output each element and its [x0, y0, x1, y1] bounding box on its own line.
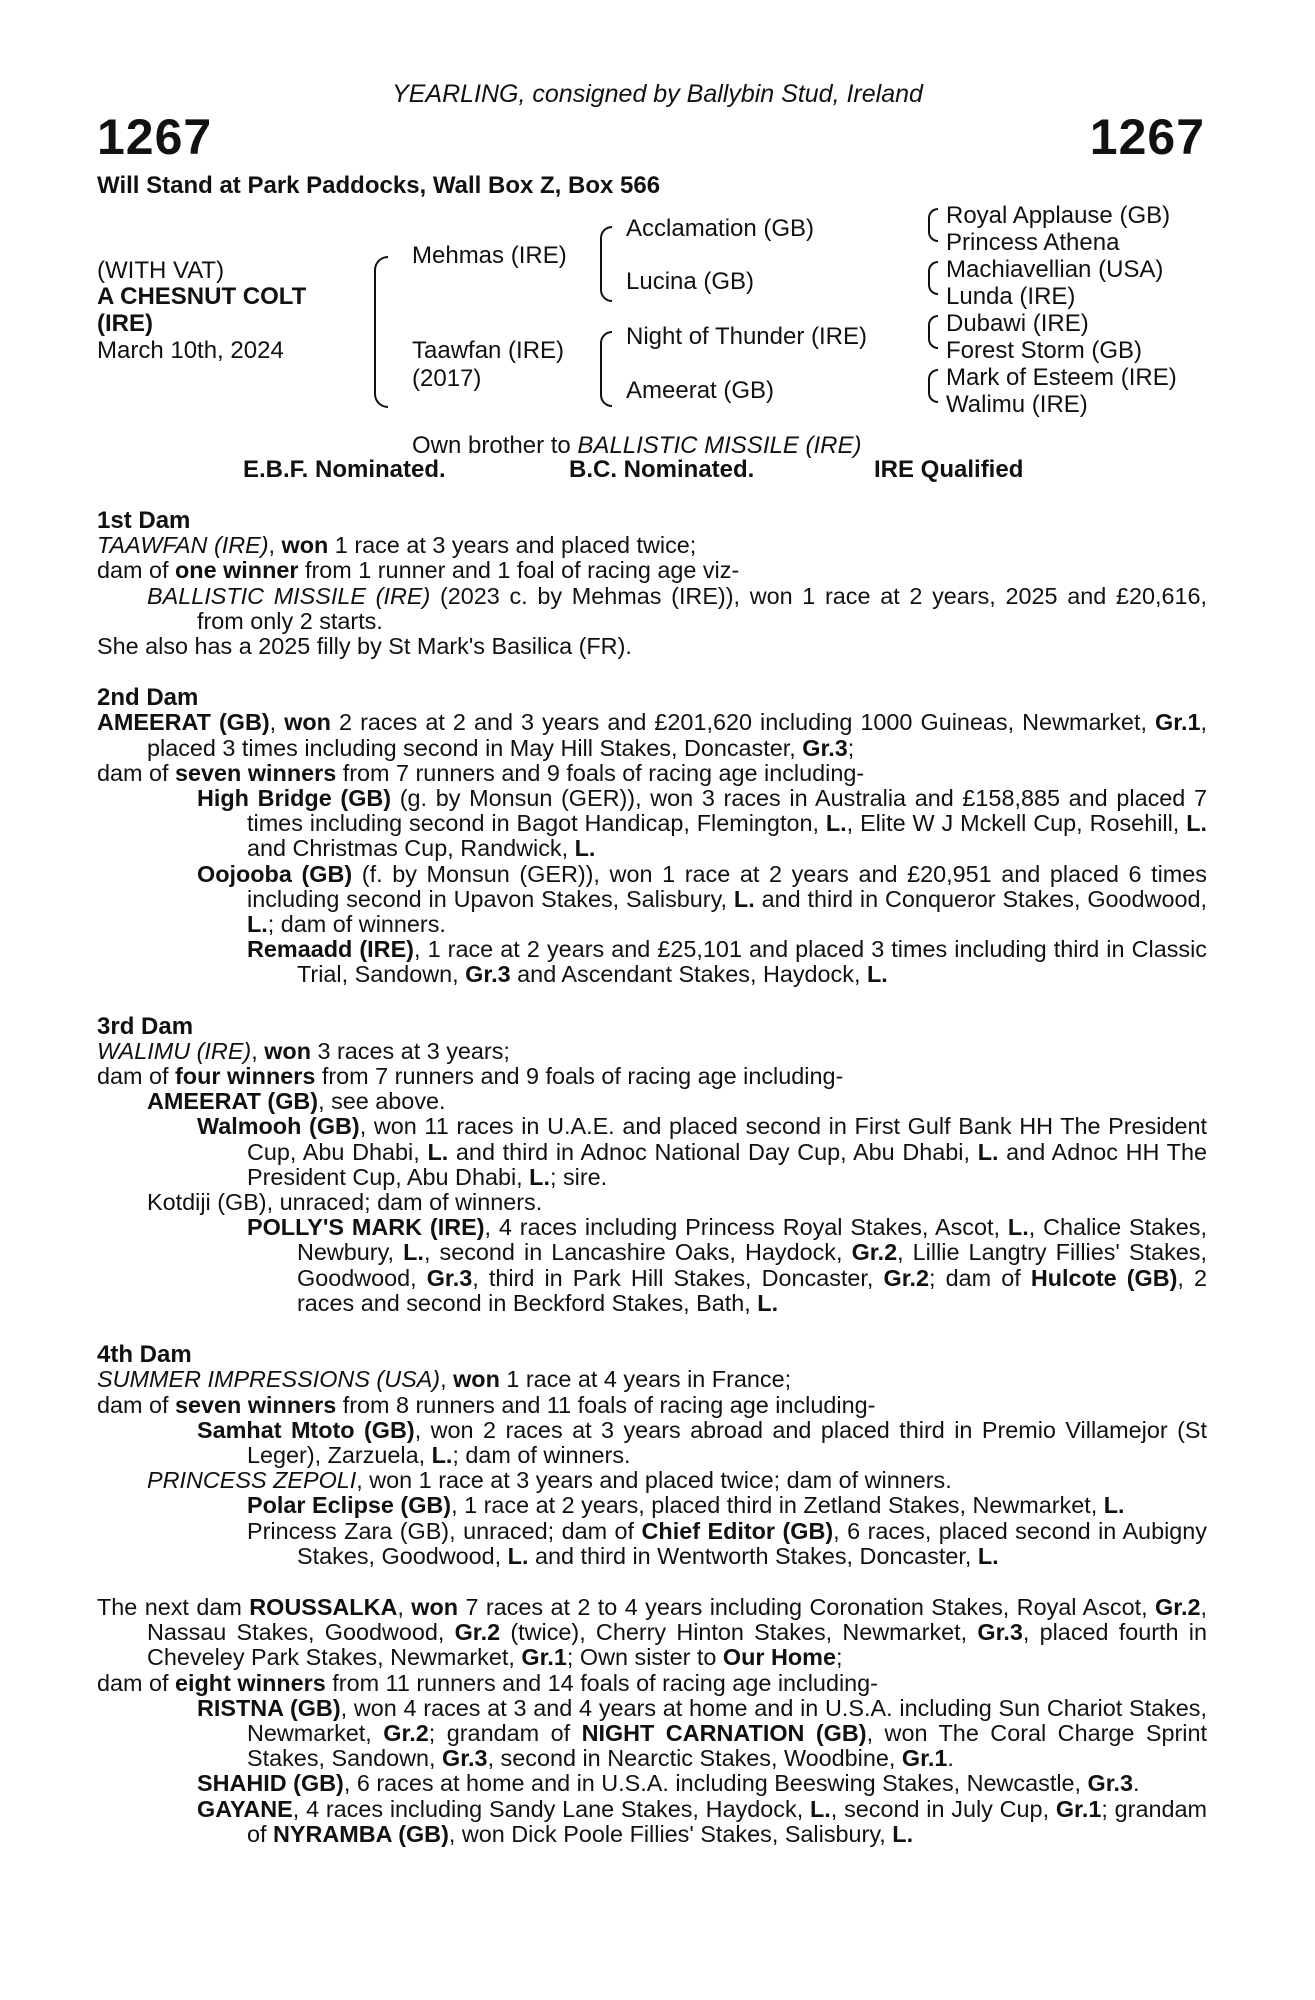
dam3-progeny-2 — [97, 1114, 1207, 1190]
grade: L. — [892, 1820, 914, 1847]
text: (g. by Monsun (GER)), won 3 races in Australia and £158,885 and placed 7 times including second in Bagot Handicap, Flemington, — [247, 785, 1207, 837]
text: The next dam — [97, 1593, 250, 1620]
text: , 4 races including Sandy Lane Stakes, Haydock, — [292, 1795, 810, 1822]
text: , third in Park Hill Stakes, Doncaster, — [472, 1264, 884, 1291]
won-label: won — [264, 1037, 311, 1064]
own-brother-name: BALLISTIC MISSILE (IRE) — [577, 432, 862, 459]
pedigree-bracket-g4 — [928, 369, 938, 403]
sep: , — [440, 1366, 454, 1393]
won-label: won — [284, 709, 331, 736]
text: (twice), Cherry Hinton Stakes, Newmarket, — [500, 1619, 978, 1646]
grade: L. — [977, 1138, 999, 1165]
text: . — [1133, 1770, 1140, 1797]
foaling-date: March 10th, 2024 — [97, 337, 284, 364]
grade: Gr.3 — [1087, 1770, 1134, 1797]
sire-dam: Lucina (GB) — [626, 268, 755, 295]
progeny-name: Remaadd (IRE) — [247, 936, 414, 963]
pedigree-bracket-sire — [600, 226, 612, 302]
sep: , — [251, 1037, 265, 1064]
text: dam of — [97, 1063, 176, 1090]
text: , won The Coral Charge Sprint Stakes, Sandown, — [247, 1719, 1207, 1772]
dam4-progeny-1 — [97, 1418, 1207, 1468]
text: , Lillie Langtry Fillies' Stakes, Goodwood, — [297, 1239, 1207, 1291]
text: ; grandam of — [428, 1719, 582, 1746]
text: , won Dick Poole Fillies' Stakes, Salisbury, — [448, 1820, 893, 1847]
progeny-name: SHAHID (GB) — [197, 1770, 344, 1797]
text: dam of — [97, 1669, 176, 1696]
ped-g4: Lunda (IRE) — [946, 283, 1076, 310]
grade: L. — [403, 1239, 424, 1266]
progeny-name: NIGHT CARNATION (GB) — [581, 1719, 867, 1746]
dam2-line2 — [97, 761, 1207, 786]
section-gap — [97, 988, 1207, 1014]
text: , 2 races and second in Beckford Stakes, Bath, — [297, 1264, 1207, 1316]
text: and Christmas Cup, Randwick, — [247, 835, 575, 862]
lot-number-right: 1267 — [1089, 109, 1205, 165]
progeny-name: Polar Eclipse (GB) — [247, 1492, 452, 1519]
text: ; dam of winners. — [452, 1441, 631, 1468]
next-dam-line1 — [97, 1595, 1207, 1671]
dam1-line1 — [97, 533, 1207, 558]
dam: Taawfan (IRE) — [412, 337, 565, 364]
grade: L. — [977, 1542, 999, 1569]
dam-dam: Ameerat (GB) — [626, 377, 775, 404]
text: and Ascendant Stakes, Haydock, — [510, 961, 867, 988]
text: ; grandam of — [247, 1795, 1207, 1847]
stabling-line: Will Stand at Park Paddocks, Wall Box Z, Box 566 — [97, 172, 661, 199]
sire: Mehmas (IRE) — [412, 242, 567, 269]
sep: , — [269, 709, 285, 736]
grade: Gr.3 — [442, 1745, 488, 1772]
text: , placed 3 times including second in May Hill Stakes, Doncaster, — [147, 709, 1208, 761]
winners-count: seven winners — [175, 1391, 337, 1418]
next-progeny-2 — [97, 1771, 1207, 1796]
section-gap — [97, 1569, 1207, 1595]
won-label: won — [281, 532, 329, 559]
section-gap — [97, 1316, 1207, 1342]
sep: , — [397, 1593, 412, 1620]
grade: L. — [733, 885, 755, 912]
consignment-line: YEARLING, consigned by Ballybin Stud, Ireland — [392, 80, 923, 108]
text: , 6 races at home and in U.S.A. including Beeswing Stakes, Newcastle, — [343, 1770, 1088, 1797]
progeny-name: GAYANE — [197, 1795, 293, 1822]
text: , placed fourth in Cheveley Park Stakes, Newmarket, — [147, 1619, 1207, 1671]
dam4-line2 — [97, 1393, 1207, 1418]
ped-g5: Dubawi (IRE) — [946, 310, 1089, 337]
progeny-name: AMEERAT (GB) — [147, 1088, 319, 1115]
dam2-progeny-3 — [97, 937, 1207, 987]
text: ; sire. — [549, 1163, 608, 1190]
grade: Gr.2 — [883, 1264, 930, 1291]
section-gap — [97, 659, 1207, 685]
grade: L. — [247, 911, 268, 938]
pedigree-bracket-g1 — [928, 208, 938, 242]
text: and third in Conqueror Stakes, Goodwood, — [754, 885, 1207, 912]
progeny-name: PRINCESS ZEPOLI — [147, 1467, 357, 1494]
text: ; dam of — [929, 1264, 1031, 1291]
progeny-name: High Bridge (GB) — [197, 785, 392, 812]
progeny-record: (2023 c. by Mehmas (IRE)), won 1 race at 2 years, 2025 and £20,616, from only 2 starts. — [197, 582, 1207, 634]
text: and third in Wentworth Stakes, Doncaster, — [528, 1542, 978, 1569]
text: , won 2 races at 3 years abroad and placed third in Premio Villamejor (St Leger), Zarzuela, — [247, 1416, 1207, 1468]
winners-count: four winners — [175, 1063, 316, 1090]
dam1-progeny-1 — [97, 584, 1207, 634]
progeny-name: Samhat Mtoto (GB) — [197, 1416, 415, 1443]
vat-label: (WITH VAT) — [97, 257, 225, 284]
progeny-name: Oojooba (GB) — [197, 860, 353, 887]
text: ; — [835, 1644, 843, 1671]
ped-g6: Forest Storm (GB) — [946, 337, 1143, 364]
pedigree-bracket-g2 — [928, 261, 938, 295]
next-dam-line2 — [97, 1671, 1207, 1696]
text: , won 11 races in U.A.E. and placed second in First Gulf Bank HH The President Cup, Abu Dhabi, — [247, 1113, 1207, 1165]
text: , won 1 race at 3 years and placed twice; dam of winners. — [356, 1467, 952, 1494]
won-label: won — [453, 1366, 500, 1393]
text: , second in Lancashire Oaks, Haydock, — [423, 1239, 852, 1266]
progeny-name: Walmooh (GB) — [197, 1113, 360, 1140]
text: 2 races at 2 and 3 years and £201,620 including 1000 Guineas, Newmarket, — [330, 709, 1155, 736]
pedigree-bracket-dam — [600, 331, 612, 407]
next-dam-name: ROUSSALKA — [249, 1593, 398, 1620]
dam3-line1 — [97, 1039, 1207, 1064]
dam2-progeny-2 — [97, 862, 1207, 938]
grade: L. — [1103, 1492, 1125, 1519]
qualification-ire: IRE Qualified — [874, 456, 1024, 483]
dam4-progeny-3 — [97, 1493, 1207, 1518]
text: 3 races at 3 years; — [311, 1037, 510, 1064]
dam3-heading: 3rd Dam — [97, 1012, 194, 1040]
dam3-progeny-4 — [97, 1215, 1207, 1316]
dam2-line1 — [97, 710, 1207, 760]
grade: L. — [1007, 1214, 1029, 1241]
sire-sire: Acclamation (GB) — [626, 215, 815, 242]
grade: Gr.1 — [901, 1745, 948, 1772]
dam3-name: WALIMU (IRE) — [97, 1037, 252, 1064]
grade: Gr.3 — [802, 734, 848, 761]
text: , second in July Cup, — [830, 1795, 1056, 1822]
grade: L. — [757, 1289, 779, 1316]
pedigree-bracket-main — [374, 256, 388, 408]
text: Princess Zara (GB), unraced; dam of — [247, 1517, 642, 1544]
text: dam of — [97, 759, 176, 786]
next-progeny-1 — [97, 1696, 1207, 1772]
pedigree-bracket-g3 — [928, 315, 938, 349]
dam4-line1 — [97, 1367, 1207, 1392]
grade: Gr.3 — [465, 961, 511, 988]
dam3-progeny-3: Kotdiji (GB), unraced; dam of winners. — [147, 1189, 543, 1216]
lot-number-left: 1267 — [97, 109, 213, 165]
qualification-bc: B.C. Nominated. — [569, 456, 755, 483]
ped-g3: Machiavellian (USA) — [946, 256, 1164, 283]
progeny-name: POLLY'S MARK (IRE) — [247, 1214, 485, 1241]
grade: L. — [574, 835, 596, 862]
grade: Gr.3 — [426, 1264, 473, 1291]
winners-count: seven winners — [175, 759, 337, 786]
text: , 1 race at 2 years, placed third in Zetland Stakes, Newmarket, — [451, 1492, 1104, 1519]
grade: Gr.1 — [1055, 1795, 1102, 1822]
dam3-progeny-1 — [97, 1089, 1207, 1114]
dam2-heading: 2nd Dam — [97, 684, 199, 712]
ped-g1: Royal Applause (GB) — [946, 202, 1171, 229]
text: ; — [847, 734, 855, 761]
grade: Gr.1 — [1155, 709, 1201, 736]
text: ; Own sister to — [566, 1644, 723, 1671]
grade: L. — [529, 1163, 550, 1190]
text: , see above. — [318, 1088, 446, 1115]
winners-count: one winner — [175, 557, 299, 584]
dam-sire: Night of Thunder (IRE) — [626, 323, 867, 350]
grade: Gr.1 — [521, 1644, 567, 1671]
text: , Elite W J Mckell Cup, Rosehill, — [846, 810, 1187, 837]
dam1-heading: 1st Dam — [97, 507, 191, 534]
dam2-name: AMEERAT (GB) — [97, 709, 270, 736]
winners-count: eight winners — [175, 1669, 326, 1696]
won-label: won — [411, 1593, 459, 1620]
text: , won 4 races at 3 and 4 years at home and in U.S.A. including Sun Chariot Stakes, Newmarket, — [247, 1694, 1208, 1746]
dam4-name: SUMMER IMPRESSIONS (USA) — [97, 1366, 441, 1393]
grade: Gr.2 — [1155, 1593, 1201, 1620]
grade: Gr.2 — [454, 1619, 501, 1646]
horse-name: A CHESNUT COLT — [97, 283, 307, 310]
text: (f. by Monsun (GER)), won 1 race at 2 years and £20,951 and placed 6 times including second in Upavon Stakes, Salisbury, — [247, 860, 1207, 912]
grade: L. — [866, 961, 888, 988]
grade: L. — [507, 1542, 529, 1569]
sister-name: Our Home — [722, 1644, 836, 1671]
text: from 7 runners and 9 foals of racing age including- — [336, 759, 865, 786]
sep: , — [268, 532, 282, 559]
dam1-name: TAAWFAN (IRE) — [97, 532, 269, 559]
text: from 8 runners and 11 foals of racing age including- — [336, 1391, 876, 1418]
dam1-record: 1 race at 3 years and placed twice; — [328, 532, 697, 559]
text: 1 race at 4 years in France; — [499, 1366, 792, 1393]
text: , 6 races, placed second in Aubigny Stakes, Goodwood, — [297, 1517, 1207, 1569]
dam1-line2 — [97, 558, 1207, 583]
text: from 7 runners and 9 foals of racing age including- — [315, 1063, 844, 1090]
text: and Adnoc HH The President Cup, Abu Dhabi, — [247, 1138, 1207, 1190]
grade: Gr.3 — [977, 1619, 1023, 1646]
dam1-also: She also has a 2025 filly by St Mark's Basilica (FR). — [97, 633, 632, 660]
progeny-name: Hulcote (GB) — [1030, 1264, 1178, 1291]
grade: L. — [427, 1138, 449, 1165]
dam4-progeny-4 — [97, 1519, 1207, 1569]
grade: L. — [825, 810, 847, 837]
text: , 4 races including Princess Royal Stakes, Ascot, — [484, 1214, 1008, 1241]
text: 7 races at 2 to 4 years including Coronation Stakes, Royal Ascot, — [458, 1593, 1155, 1620]
text: from 11 runners and 14 foals of racing age including- — [325, 1669, 878, 1696]
progeny-name: BALLISTIC MISSILE (IRE) — [147, 582, 431, 609]
grade: L. — [809, 1795, 831, 1822]
dam2-progeny-1 — [97, 786, 1207, 862]
text: from 1 runner and 1 foal of racing age viz- — [298, 557, 740, 584]
text: , second in Nearctic Stakes, Woodbine, — [487, 1745, 902, 1772]
text: , Chalice Stakes, Newbury, — [297, 1214, 1208, 1266]
own-brother-prefix: Own brother to — [412, 432, 578, 459]
ped-g7: Mark of Esteem (IRE) — [946, 364, 1177, 391]
text: and third in Adnoc National Day Cup, Abu Dhabi, — [448, 1138, 978, 1165]
grade: Gr.2 — [851, 1239, 898, 1266]
ped-g2: Princess Athena — [946, 229, 1120, 256]
ped-g8: Walimu (IRE) — [946, 391, 1088, 418]
dam-year: (2017) — [412, 365, 482, 392]
dam4-progeny-2 — [97, 1468, 1207, 1493]
next-progeny-3 — [97, 1797, 1207, 1847]
grade: L. — [431, 1441, 453, 1468]
text: dam of — [97, 557, 176, 584]
grade: L. — [1186, 810, 1207, 837]
dam3-line2 — [97, 1064, 1207, 1089]
progeny-name: NYRAMBA (GB) — [273, 1820, 449, 1847]
text: ; dam of winners. — [267, 911, 446, 938]
text: , 1 race at 2 years and £25,101 and placed 3 times including third in Classic Trial, Sandown, — [297, 936, 1207, 988]
progeny-name: Chief Editor (GB) — [641, 1517, 834, 1544]
dam4-heading: 4th Dam — [97, 1341, 192, 1369]
text: dam of — [97, 1391, 176, 1418]
text: , Nassau Stakes, Goodwood, — [147, 1593, 1208, 1646]
horse-name-country: (IRE) — [97, 310, 153, 337]
progeny-name: RISTNA (GB) — [197, 1694, 341, 1721]
qualification-ebf: E.B.F. Nominated. — [243, 456, 446, 483]
produce-record — [97, 508, 1207, 1847]
text: . — [947, 1745, 954, 1772]
grade: Gr.2 — [383, 1719, 429, 1746]
